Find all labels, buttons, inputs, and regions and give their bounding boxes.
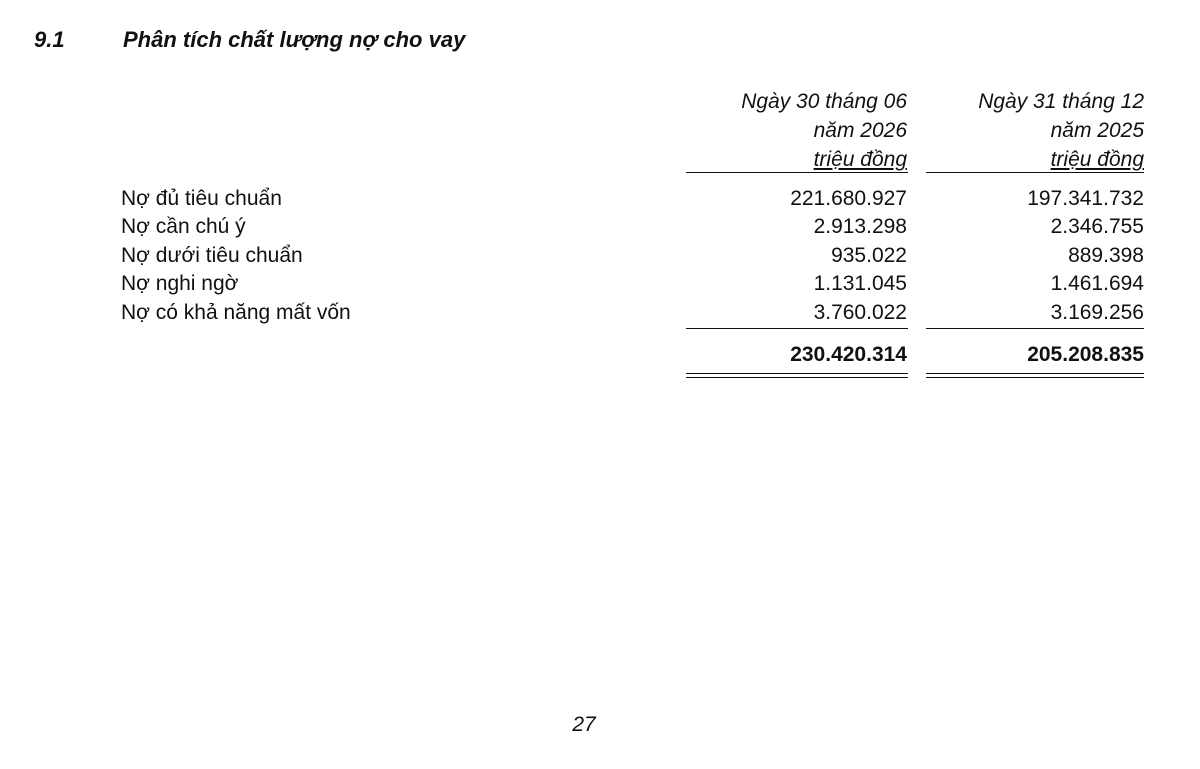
row-value-prior: 3.169.256 — [1050, 301, 1144, 324]
row-value-prior: 889.398 — [1068, 244, 1144, 267]
column-header-unit: triệu đồng — [813, 148, 907, 171]
section-title: Phân tích chất lượng nợ cho vay — [123, 27, 466, 52]
row-value-prior: 1.461.694 — [1050, 272, 1144, 295]
column-header-current — [677, 87, 907, 174]
row-value-current: 935.022 — [831, 244, 907, 267]
table-row — [0, 215, 1200, 243]
table-row — [0, 301, 1200, 329]
double-rule-current — [686, 373, 908, 378]
table-row — [0, 244, 1200, 272]
row-label: Nợ cần chú ý — [121, 215, 246, 238]
total-value-current: 230.420.314 — [790, 343, 907, 366]
table-row — [0, 272, 1200, 300]
subtotal-rule-current — [686, 328, 908, 329]
row-label: Nợ dưới tiêu chuẩn — [121, 244, 303, 267]
row-label: Nợ nghi ngờ — [121, 272, 239, 295]
total-row — [0, 343, 1200, 371]
column-header-year: năm 2025 — [1050, 119, 1144, 142]
column-header-year: năm 2026 — [813, 119, 907, 142]
row-label: Nợ đủ tiêu chuẩn — [121, 187, 282, 210]
column-header-prior — [914, 87, 1144, 174]
row-value-prior: 2.346.755 — [1050, 215, 1144, 238]
section-number: 9.1 — [34, 27, 65, 52]
row-value-current: 221.680.927 — [790, 187, 907, 210]
row-value-current: 1.131.045 — [813, 272, 907, 295]
row-value-current: 2.913.298 — [813, 215, 907, 238]
row-value-prior: 197.341.732 — [1027, 187, 1144, 210]
column-header-date: Ngày 30 tháng 06 — [741, 90, 907, 113]
page-number: 27 — [572, 713, 596, 736]
row-value-current: 3.760.022 — [813, 301, 907, 324]
header-rule-current — [686, 172, 908, 173]
total-value-prior: 205.208.835 — [1027, 343, 1144, 366]
column-header-unit: triệu đồng — [1050, 148, 1144, 171]
table-row — [0, 187, 1200, 215]
row-label: Nợ có khả năng mất vốn — [121, 301, 351, 324]
column-header-date: Ngày 31 tháng 12 — [978, 90, 1144, 113]
double-rule-prior — [926, 373, 1144, 378]
subtotal-rule-prior — [926, 328, 1144, 329]
header-rule-prior — [926, 172, 1144, 173]
